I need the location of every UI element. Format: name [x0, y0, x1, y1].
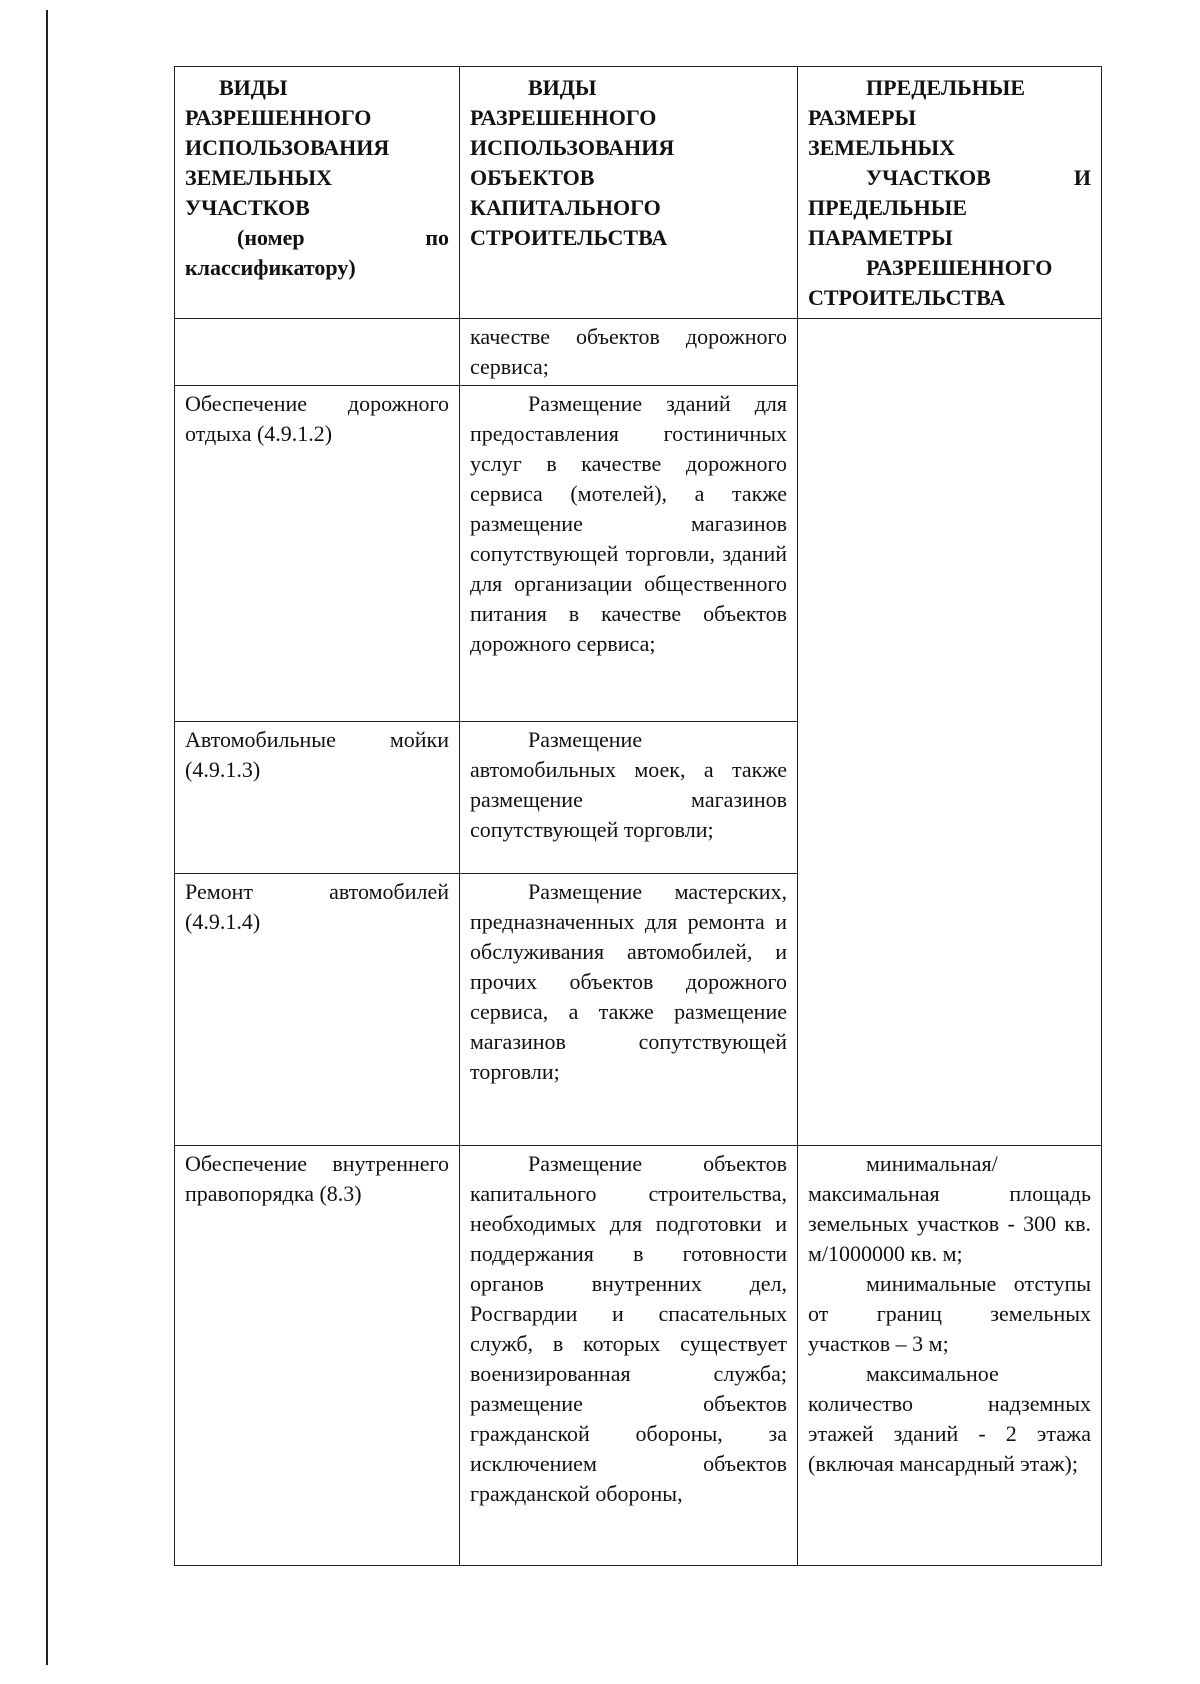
header-col2-line: ОБЪЕКТОВ — [470, 165, 595, 190]
page-margin-line — [46, 10, 48, 1665]
header-col3-line: ПАРАМЕТРЫ — [808, 225, 953, 250]
header-col1-line — [185, 223, 449, 253]
header-col1-line: УЧАСТКОВ — [185, 195, 310, 220]
param-area: минимальная/максимальная площадь земельных участков - 300 кв. м/1000000 кв. м; — [808, 1151, 1091, 1266]
header-col2-line: ВИДЫ — [528, 75, 597, 100]
header-col3-line: ПРЕДЕЛЬНЫЕ — [866, 75, 1026, 100]
header-col2-line: КАПИТАЛЬНОГО — [470, 195, 661, 220]
header-col3-line: СТРОИТЕЛЬСТВА — [808, 285, 1006, 310]
header-col1-word: (номер — [237, 225, 305, 250]
header-col1-word: по — [425, 225, 449, 250]
header-col3-line: ПРЕДЕЛЬНЫЕ — [808, 195, 968, 220]
header-col1-line: РАЗРЕШЕННОГО — [185, 105, 372, 130]
header-col1-line: ВИДЫ — [219, 75, 288, 100]
param-setbacks: минимальные отступы от границ земельных участков – 3 м; — [808, 1271, 1091, 1356]
description-cell: Размещение объектов капитального строительства, необходимых для подготовки и поддержания в готовности органов внутренних дел, Росгвардии и спасательных служб, в которых существует военизированная служба; размещение объектов гражданской обороны, за исключением объектов гражданской обороны, — [460, 1146, 798, 1566]
use-type-cell: Автомобильные мойки (4.9.1.3) — [175, 722, 460, 874]
params-cell — [798, 1146, 1102, 1566]
header-col1-line: ИСПОЛЬЗОВАНИЯ — [185, 135, 390, 160]
table-row — [175, 1146, 1102, 1566]
description-cell: качестве объектов дорожного сервиса; — [460, 319, 798, 386]
header-col1-line: классификатору) — [185, 255, 356, 280]
param-floors: максимальное количество надземных этажей зданий - 2 этажа (включая мансардный этаж); — [808, 1361, 1091, 1476]
description-cell: Размещение мастерских, предназначенных для ремонта и обслуживания автомобилей, и прочих объектов дорожного сервиса, а также размещение магазинов сопутствующей торговли; — [460, 874, 798, 1146]
table-row — [175, 319, 1102, 386]
header-col2-line: СТРОИТЕЛЬСТВА — [470, 225, 668, 250]
header-land-use-types — [175, 67, 460, 319]
header-col3-line: ЗЕМЕЛЬНЫХ — [808, 135, 955, 160]
header-col2-line: РАЗРЕШЕННОГО — [470, 105, 657, 130]
header-col2-line: ИСПОЛЬЗОВАНИЯ — [470, 135, 675, 160]
header-limit-parameters — [798, 67, 1102, 319]
description-cell: Размещение зданий для предоставления гостиничных услуг в качестве дорожного сервиса (мотелей), а также размещение магазинов сопутствующей торговли, зданий для организации общественного питания в качестве объектов дорожного сервиса; — [460, 386, 798, 722]
header-capital-objects-types — [460, 67, 798, 319]
header-col3-line: РАЗРЕШЕННОГО — [866, 255, 1053, 280]
table-header-row — [175, 67, 1102, 319]
use-type-cell — [175, 319, 460, 386]
params-cell-empty — [798, 319, 1102, 1146]
header-col3-line: РАЗМЕРЫ — [808, 105, 917, 130]
description-cell: Размещение автомобильных моек, а также размещение магазинов сопутствующей торговли; — [460, 722, 798, 874]
use-type-cell: Ремонт автомобилей (4.9.1.4) — [175, 874, 460, 1146]
header-col1-line: ЗЕМЕЛЬНЫХ — [185, 165, 332, 190]
land-use-table — [174, 66, 1102, 1566]
header-col3-word: И — [1073, 165, 1091, 190]
use-type-cell: Обеспечение дорожного отдыха (4.9.1.2) — [175, 386, 460, 722]
header-col3-word: УЧАСТКОВ — [866, 165, 991, 190]
header-col3-line — [808, 163, 1091, 193]
use-type-cell: Обеспечение внутреннего правопорядка (8.3) — [175, 1146, 460, 1566]
